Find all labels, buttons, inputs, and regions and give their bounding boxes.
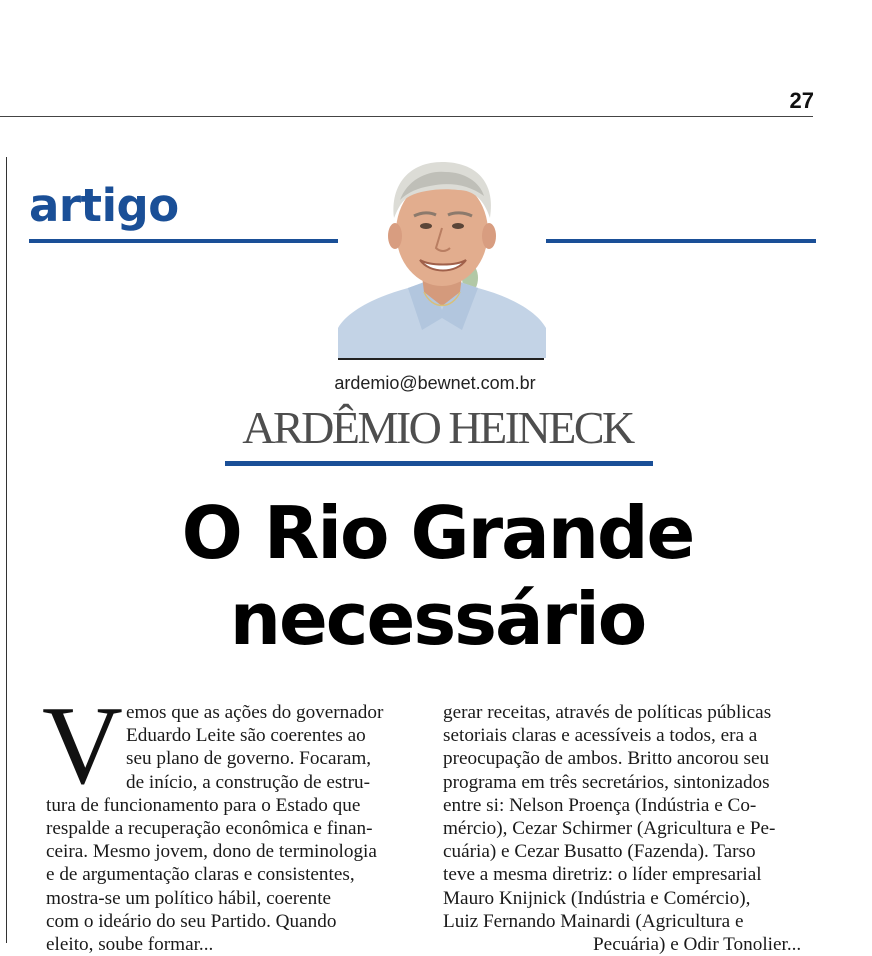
- text-line: Pecuária) e Odir Tonolier...: [593, 933, 802, 955]
- photo-rule: [338, 358, 544, 360]
- text-line: de início, a construção de estru-: [126, 771, 371, 793]
- author-name-rule: [225, 461, 653, 466]
- text-line: teve a mesma diretriz: o líder empresarial: [443, 864, 762, 886]
- article-column-right: [443, 701, 818, 956]
- author-name: ARDÊMIO HEINECK: [242, 402, 633, 453]
- author-email[interactable]: ardemio@bewnet.com.br: [334, 373, 536, 393]
- text-line: setoriais claras e acessíveis a todos, era a: [443, 725, 758, 747]
- text-line: mércio), Cezar Schirmer (Agricultura e Pe-: [443, 817, 776, 839]
- article-column-left: [46, 701, 416, 956]
- header-rule: [0, 116, 813, 117]
- text-line: entre si: Nelson Proença (Indústria e Co-: [443, 794, 757, 816]
- author-photo: [338, 160, 546, 358]
- text-line: e de argumentação claras e consistentes,: [46, 864, 355, 886]
- section-label: artigo: [29, 179, 179, 232]
- text-line: preocupação de ambos. Britto ancorou seu: [443, 748, 770, 770]
- drop-cap: V: [42, 684, 123, 808]
- page-number: 27: [789, 88, 814, 113]
- text-line: Mauro Knijnick (Indústria e Comércio),: [443, 887, 751, 909]
- text-line: Luiz Fernando Mainardi (Agricultura e: [443, 910, 744, 932]
- column-divider: [6, 157, 7, 943]
- text-line: Eduardo Leite são coerentes ao: [126, 725, 366, 747]
- text-line: cuária) e Cezar Busatto (Fazenda). Tarso: [443, 841, 756, 863]
- text-line: respalde a recuperação econômica e finan-: [46, 817, 373, 839]
- text-line: eleito, soube formar...: [46, 933, 214, 955]
- text-line: programa em três secretários, sintonizados: [443, 771, 770, 793]
- article-title: O Rio Grande necessário: [181, 491, 694, 661]
- text-line: mostra-se um político hábil, coerente: [46, 887, 332, 909]
- text-line: gerar receitas, através de políticas públicas: [443, 702, 772, 723]
- text-line: tura de funcionamento para o Estado que: [46, 794, 361, 816]
- text-line: emos que as ações do governador: [126, 702, 384, 723]
- text-line: com o ideário do seu Partido. Quando: [46, 910, 337, 932]
- text-line: ceira. Mesmo jovem, dono de terminologia: [46, 841, 377, 863]
- portrait-image: [338, 160, 546, 358]
- text-line: seu plano de governo. Focaram,: [126, 748, 372, 770]
